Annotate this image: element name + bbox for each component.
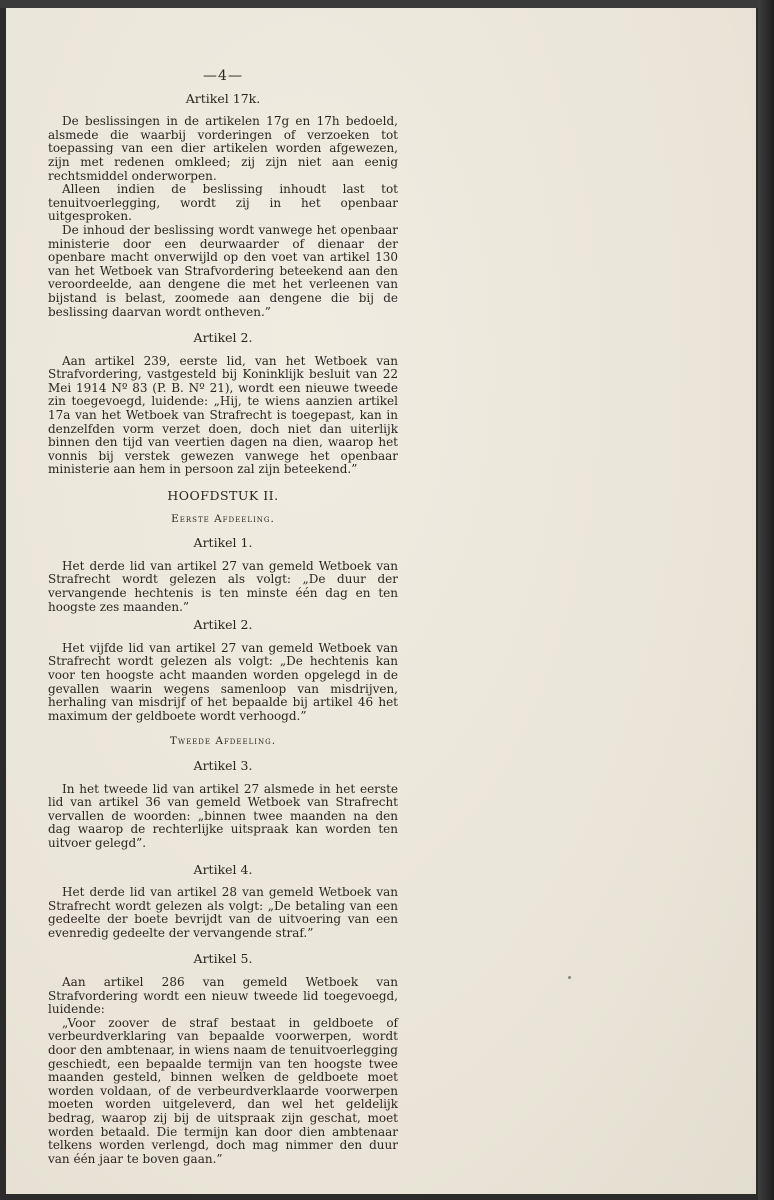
article-heading: Artikel 5. xyxy=(193,951,253,967)
paragraph: Aan artikel 286 van gemeld Wetboek van Strafvordering wordt een nieuw tweede lid toegevoegd, luidende: xyxy=(48,975,398,1017)
paragraph: Het vijfde lid van artikel 27 van gemeld Wetboek van Strafrecht wordt gelezen als volgt: „De hechtenis kan voor ten hoogste acht maanden worden opgelegd in de gevallen waarin wegens samenloop van misdrijven, herhaling van misdrijf of het bepaalde bij artikel 46 het maximum der geldboete wordt verhoogd.” xyxy=(48,640,398,723)
chapter-heading: HOOFDSTUK II. xyxy=(167,488,279,504)
paragraph: De beslissingen in de artikelen 17g en 17h bedoeld, alsmede die waarbij vorderingen of verzoeken tot toepassing van een dier artikelen worden afgewezen, zijn met redenen omkleed; zij zijn niet aan eenig rechtsmiddel onderworpen. xyxy=(48,114,398,183)
paragraph: „Voor zoover de straf bestaat in geldboete of verbeurdverklaring van bepaalde voorwerpen, wordt door den ambtenaar, in wiens naam de tenuitvoerlegging geschiedt, een bepaalde termijn van ten hoogste twee maanden gesteld, binnen welken de geldboete moet worden voldaan, of de verbeurdverklaarde voorwerpen moeten worden uitgeleverd, dan wel het geldelijk bedrag, waarop zij bij de uitspraak zijn geschat, moet worden betaald. Die termijn kan door dien ambtenaar telkens worden verlengd, doch mag nimmer den duur van één jaar te boven gaan.” xyxy=(48,1015,398,1166)
article-heading: Artikel 1. xyxy=(193,535,253,551)
paragraph: Het derde lid van artikel 27 van gemeld Wetboek van Strafrecht wordt gelezen als volgt: „De duur der vervangende hechtenis is ten minste één dag en ten hoogste zes maanden.” xyxy=(48,558,398,614)
paragraph: De inhoud der beslissing wordt vanwege het openbaar ministerie door een deurwaarder of dienaar der openbare macht onverwijld op den voet van artikel 130 van het Wetboek van Strafvordering beteekend aan den veroordeelde, aan dengene die met het verleenen van bijstand is belast, zoomede aan dengene die bij de beslissing daarvan wordt ontheven.” xyxy=(48,222,398,319)
article-heading: Artikel 4. xyxy=(193,861,253,877)
article-heading: Artikel 17k. xyxy=(185,90,261,106)
paragraph: In het tweede lid van artikel 27 alsmede in het eerste lid van artikel 36 van gemeld Wetboek van Strafrecht vervallen de woorden: „binnen twee maanden na den dag waarop de rechterlijke uitspraak kan worden ten uitvoer gelegd”. xyxy=(48,781,398,850)
division-heading: Tweede Afdeeling. xyxy=(169,735,277,748)
page-number: —4— xyxy=(203,68,243,84)
paragraph: Alleen indien de beslissing inhoudt last tot tenuitvoerlegging, wordt zij in het openbaar uitgesproken. xyxy=(48,182,398,224)
article-heading: Artikel 3. xyxy=(193,757,253,773)
paper-speck xyxy=(568,976,571,979)
scan-edge-top xyxy=(0,0,774,8)
scan-edge-right xyxy=(758,0,774,1200)
article-heading: Artikel 2. xyxy=(193,330,253,346)
paragraph: Aan artikel 239, eerste lid, van het Wetboek van Strafvordering, vastgesteld bij Koninklijk besluit van 22 Mei 1914 Nº 83 (P. B. Nº 21), wordt een nieuwe tweede zin toegevoegd, luidende: „Hij, te wiens aanzien artikel 17a van het Wetboek van Strafrecht is toegepast, kan in denzelfden vorm verzet doen, doch niet dan uiterlijk binnen den tijd van veertien dagen na dien, waarop het vonnis bij verstek gewezen vanwege het openbaar ministerie aan hem in persoon zal zijn beteekend.” xyxy=(48,353,398,477)
division-heading: Eerste Afdeeling. xyxy=(171,512,275,525)
article-heading: Artikel 2. xyxy=(193,617,253,633)
document-body xyxy=(48,70,398,1178)
paragraph: Het derde lid van artikel 28 van gemeld Wetboek van Strafrecht wordt gelezen als volgt: „De betaling van een gedeelte der boete bevrijdt van de uitvoering van een evenredig gedeelte der vervangende straf.” xyxy=(48,885,398,940)
document-page xyxy=(6,8,756,1194)
